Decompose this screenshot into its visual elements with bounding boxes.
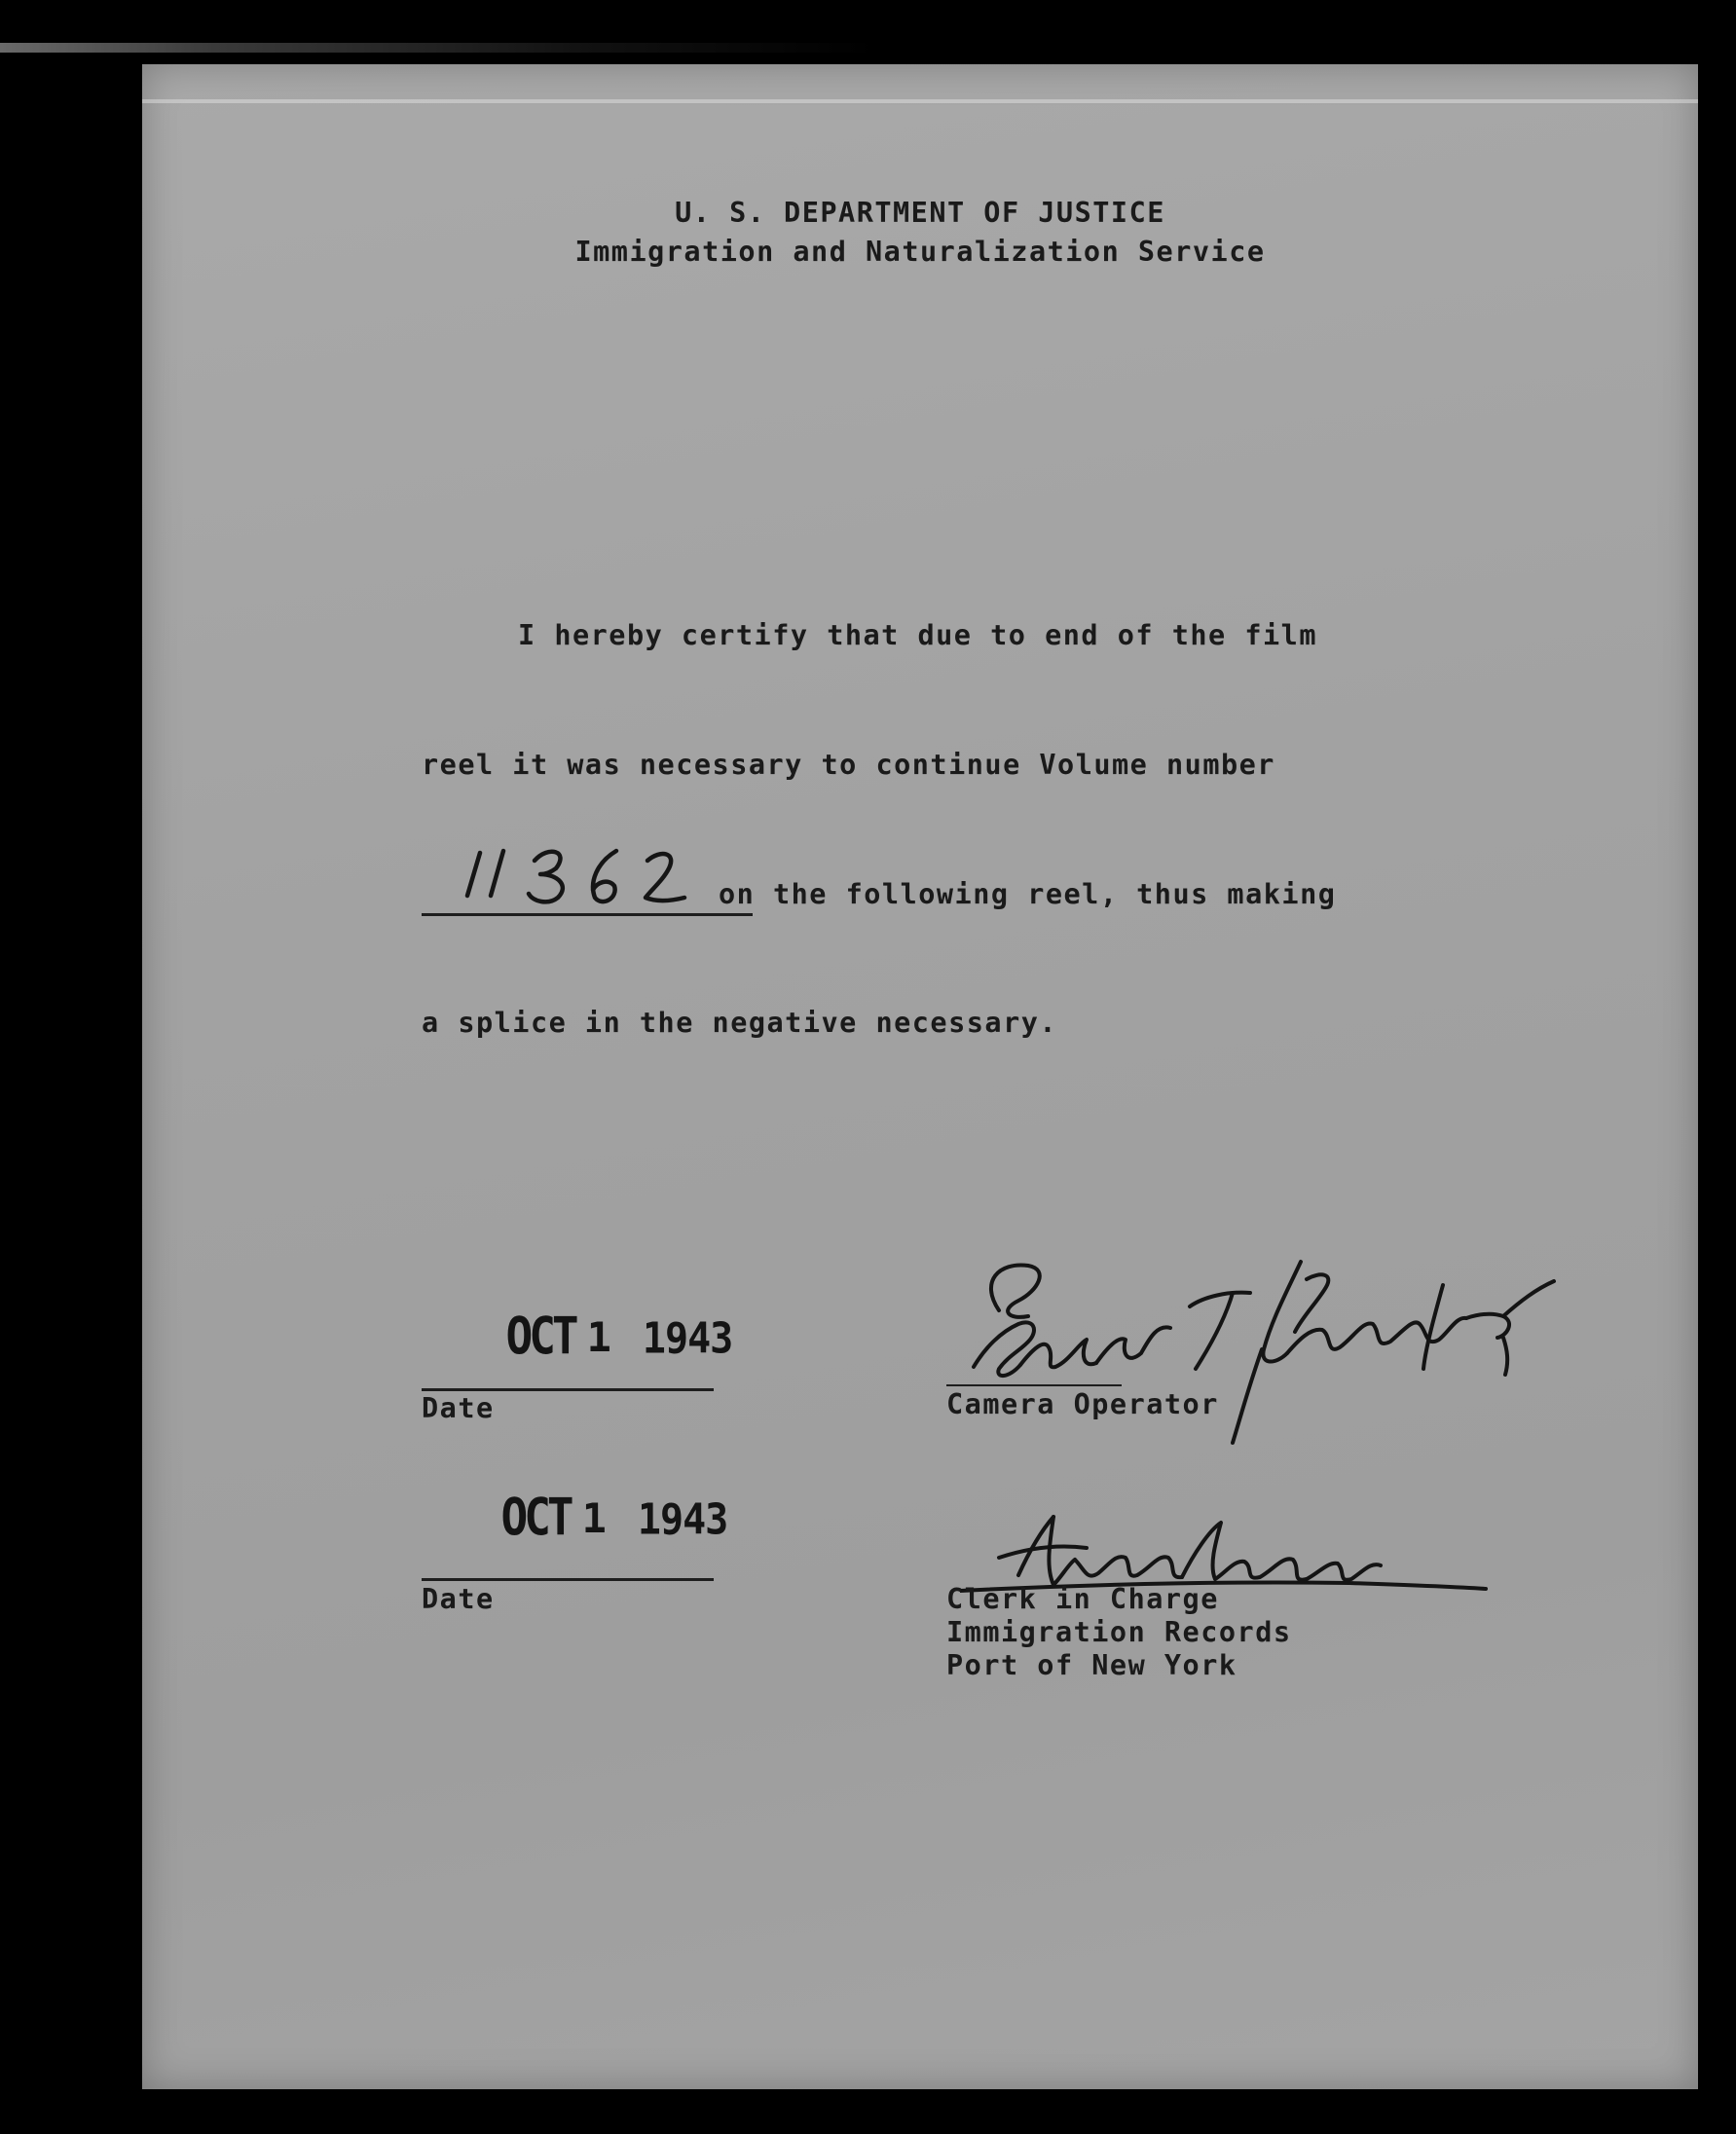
certification-line-2: reel it was necessary to continue Volume number	[422, 749, 1275, 781]
certification-line-3: on the following reel, thus making	[719, 878, 1337, 910]
paper-top-edge	[142, 99, 1698, 103]
handwritten-volume-number	[422, 833, 753, 921]
agency-subtitle: Immigration and Naturalization Service	[574, 236, 1266, 268]
date-line-clerk	[422, 1578, 714, 1581]
date-label-camera-operator: Date	[422, 1392, 495, 1424]
date-label-clerk: Date	[422, 1583, 495, 1615]
stamp-year: 1943	[637, 1494, 728, 1545]
certification-line-1: I hereby certify that due to end of the film	[518, 619, 1317, 651]
stamp-month: OCT	[500, 1486, 571, 1548]
stamp-month: OCT	[505, 1305, 575, 1367]
date-line-camera-operator	[422, 1388, 714, 1391]
camera-operator-signature	[941, 1223, 1583, 1456]
stamp-day: 1	[586, 1313, 611, 1361]
document-page	[142, 64, 1698, 2089]
clerk-title-line-2: Immigration Records	[946, 1616, 1292, 1648]
camera-operator-title: Camera Operator	[946, 1388, 1219, 1420]
date-stamp-clerk	[463, 1472, 727, 1562]
agency-title: U. S. DEPARTMENT OF JUSTICE	[675, 197, 1165, 229]
clerk-title-line-1: Clerk in Charge	[946, 1583, 1219, 1615]
stamp-day: 1	[581, 1494, 607, 1542]
stamp-year: 1943	[642, 1313, 733, 1364]
signature-line-camera-operator	[946, 1384, 1122, 1386]
date-stamp-camera-operator	[468, 1291, 732, 1380]
certification-line-4: a splice in the negative necessary.	[422, 1007, 1058, 1039]
scan-edge-streak	[0, 43, 1736, 53]
clerk-title-line-3: Port of New York	[946, 1649, 1237, 1681]
